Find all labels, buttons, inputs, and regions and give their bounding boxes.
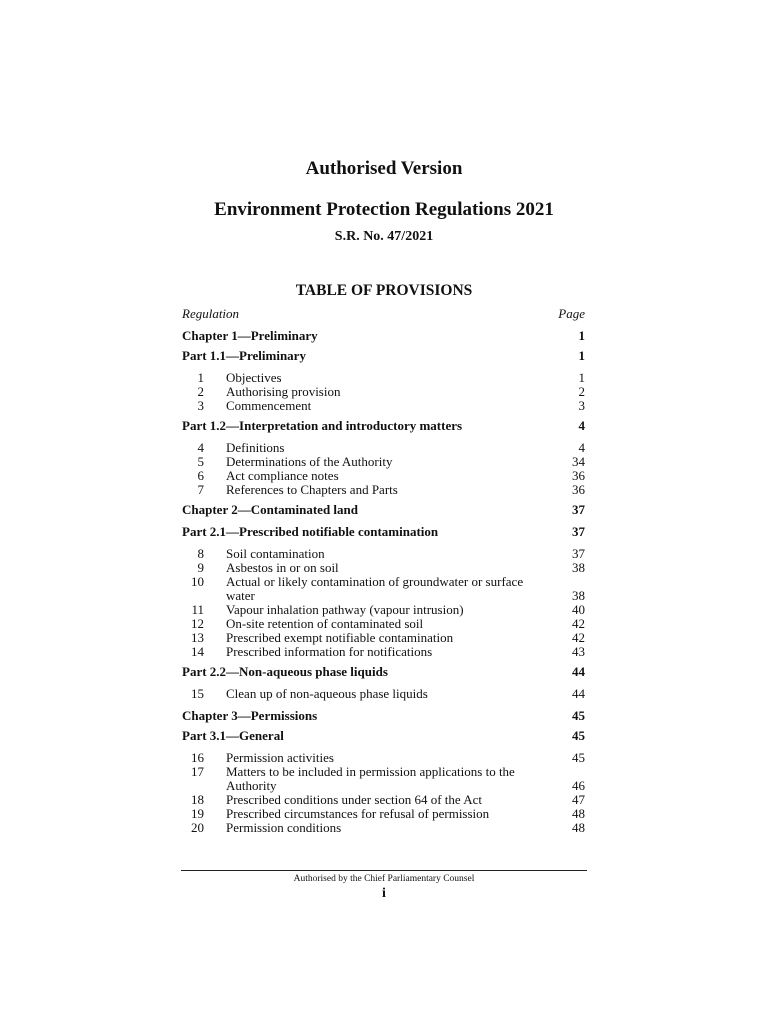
toc-entry-page: 47	[572, 792, 585, 807]
toc-entry-page: 48	[572, 806, 585, 821]
toc-item-row[interactable]	[182, 820, 585, 836]
toc-entry-page: 1	[578, 348, 585, 363]
toc-entry-title: Vapour inhalation pathway (vapour intrusion)	[226, 602, 464, 617]
toc-entry-title: Authority	[226, 778, 277, 793]
toc-entry-page: 2	[578, 384, 585, 399]
toc-entry-title: Actual or likely contamination of groundwater or surface	[226, 574, 524, 589]
toc-entry-page: 38	[572, 588, 585, 603]
toc-entry-title: Prescribed exempt notifiable contamination	[226, 630, 454, 645]
toc-heading-row[interactable]	[182, 728, 585, 744]
toc-heading-row[interactable]	[182, 418, 585, 434]
regulation-number: 12	[191, 616, 204, 631]
toc-entry-page: 45	[572, 728, 585, 743]
toc-entry-page: 3	[578, 398, 585, 413]
regulation-number: 11	[191, 602, 204, 617]
toc-entry-title: Commencement	[226, 398, 312, 413]
toc-entry-title: Prescribed circumstances for refusal of permission	[226, 806, 490, 821]
footer-text: Authorised by the Chief Parliamentary Counsel	[293, 874, 475, 884]
toc-entry-page: 44	[572, 686, 585, 701]
toc-entry-title: Part 2.2—Non-aqueous phase liquids	[182, 664, 388, 679]
regulation-number: 1	[197, 370, 204, 385]
page-column-label: Page	[558, 306, 585, 321]
toc-entry-title: Asbestos in or on soil	[226, 560, 339, 575]
regulation-number: 13	[191, 630, 204, 645]
regulation-number: 17	[191, 764, 204, 779]
regulation-number: 16	[191, 750, 204, 765]
toc-heading: TABLE OF PROVISIONS	[295, 282, 473, 299]
regulation-number: 9	[197, 560, 204, 575]
authorised-version-label: Authorised Version	[305, 158, 463, 179]
toc-entry-title: Clean up of non-aqueous phase liquids	[226, 686, 428, 701]
toc-entry-page: 48	[572, 820, 585, 835]
toc-entry-title: Objectives	[226, 370, 282, 385]
toc-entry-title: Authorising provision	[226, 384, 341, 399]
regulation-number: 10	[191, 574, 204, 589]
toc-entry-page: 42	[572, 630, 585, 645]
toc-entry-title: Chapter 2—Contaminated land	[182, 502, 359, 517]
toc-entry-title: Part 2.1—Prescribed notifiable contamination	[182, 524, 439, 539]
regulation-column-label: Regulation	[182, 306, 240, 321]
toc-heading-row[interactable]	[182, 328, 585, 344]
toc-entry-title: References to Chapters and Parts	[226, 482, 398, 497]
regulation-number: 19	[191, 806, 204, 821]
toc-entry-page: 42	[572, 616, 585, 631]
toc-entry-page: 40	[572, 602, 585, 617]
toc-entry-title: Prescribed information for notifications	[226, 644, 433, 659]
toc-entry-page: 1	[578, 370, 585, 385]
toc-entry-title: Soil contamination	[226, 546, 325, 561]
toc-entry-title: Act compliance notes	[226, 468, 339, 483]
sr-number: S.R. No. 47/2021	[334, 229, 434, 244]
document-title: Environment Protection Regulations 2021	[214, 199, 554, 220]
toc-entry-page: 45	[572, 750, 585, 765]
toc-entry-title: Permission activities	[226, 750, 334, 765]
toc-entry-title: On-site retention of contaminated soil	[226, 616, 424, 631]
toc-entry-page: 37	[572, 546, 585, 561]
regulation-number: 5	[197, 454, 204, 469]
toc-heading-row[interactable]	[182, 502, 585, 518]
toc-entry-title: water	[226, 588, 255, 603]
regulation-number: 3	[197, 398, 204, 413]
toc-entry-title: Part 1.2—Interpretation and introductory matters	[182, 418, 463, 433]
toc-heading-row[interactable]	[182, 348, 585, 364]
regulation-number: 4	[197, 440, 204, 455]
regulation-number: 15	[191, 686, 204, 701]
regulation-number: 7	[197, 482, 204, 497]
toc-entry-title: Prescribed conditions under section 64 of the Act	[226, 792, 482, 807]
toc-entry-page: 1	[578, 328, 585, 343]
regulation-number: 18	[191, 792, 204, 807]
toc-entry-title: Part 1.1—Preliminary	[182, 348, 306, 363]
regulation-number: 2	[197, 384, 204, 399]
regulation-number: 8	[197, 546, 204, 561]
toc-entry-title: Part 3.1—General	[182, 728, 284, 743]
toc-item-row[interactable]	[182, 644, 585, 660]
regulation-number: 14	[191, 644, 204, 659]
toc-entry-title: Chapter 3—Permissions	[182, 708, 318, 723]
toc-entry-page: 36	[572, 468, 585, 483]
footer-rule	[181, 870, 587, 871]
toc-column-header	[182, 306, 585, 322]
toc-entry-page: 37	[572, 524, 585, 539]
toc-item-row[interactable]	[182, 482, 585, 498]
toc-entry-page: 43	[572, 644, 585, 659]
toc-entry-page: 4	[578, 440, 585, 455]
page-folio: i	[382, 886, 386, 901]
toc-heading-row[interactable]	[182, 708, 585, 724]
toc-entry-page: 4	[578, 418, 585, 433]
toc-entry-title: Matters to be included in permission applications to the	[226, 764, 515, 779]
toc-entry-title: Determinations of the Authority	[226, 454, 393, 469]
toc-entry-page: 46	[572, 778, 585, 793]
toc-entry-page: 37	[572, 502, 585, 517]
regulation-number: 6	[197, 468, 204, 483]
toc-item-row[interactable]	[182, 398, 585, 414]
toc-entry-page: 45	[572, 708, 585, 723]
toc-item-row[interactable]	[182, 686, 585, 702]
toc-entry-title: Chapter 1—Preliminary	[182, 328, 318, 343]
toc-entry-page: 44	[572, 664, 585, 679]
toc-entry-page: 38	[572, 560, 585, 575]
toc-entry-title: Permission conditions	[226, 820, 342, 835]
regulation-number: 20	[191, 820, 204, 835]
toc-entry-title: Definitions	[226, 440, 285, 455]
toc-heading-row[interactable]	[182, 664, 585, 680]
toc-heading-row[interactable]	[182, 524, 585, 540]
toc-entry-page: 34	[572, 454, 585, 469]
toc-entry-page: 36	[572, 482, 585, 497]
